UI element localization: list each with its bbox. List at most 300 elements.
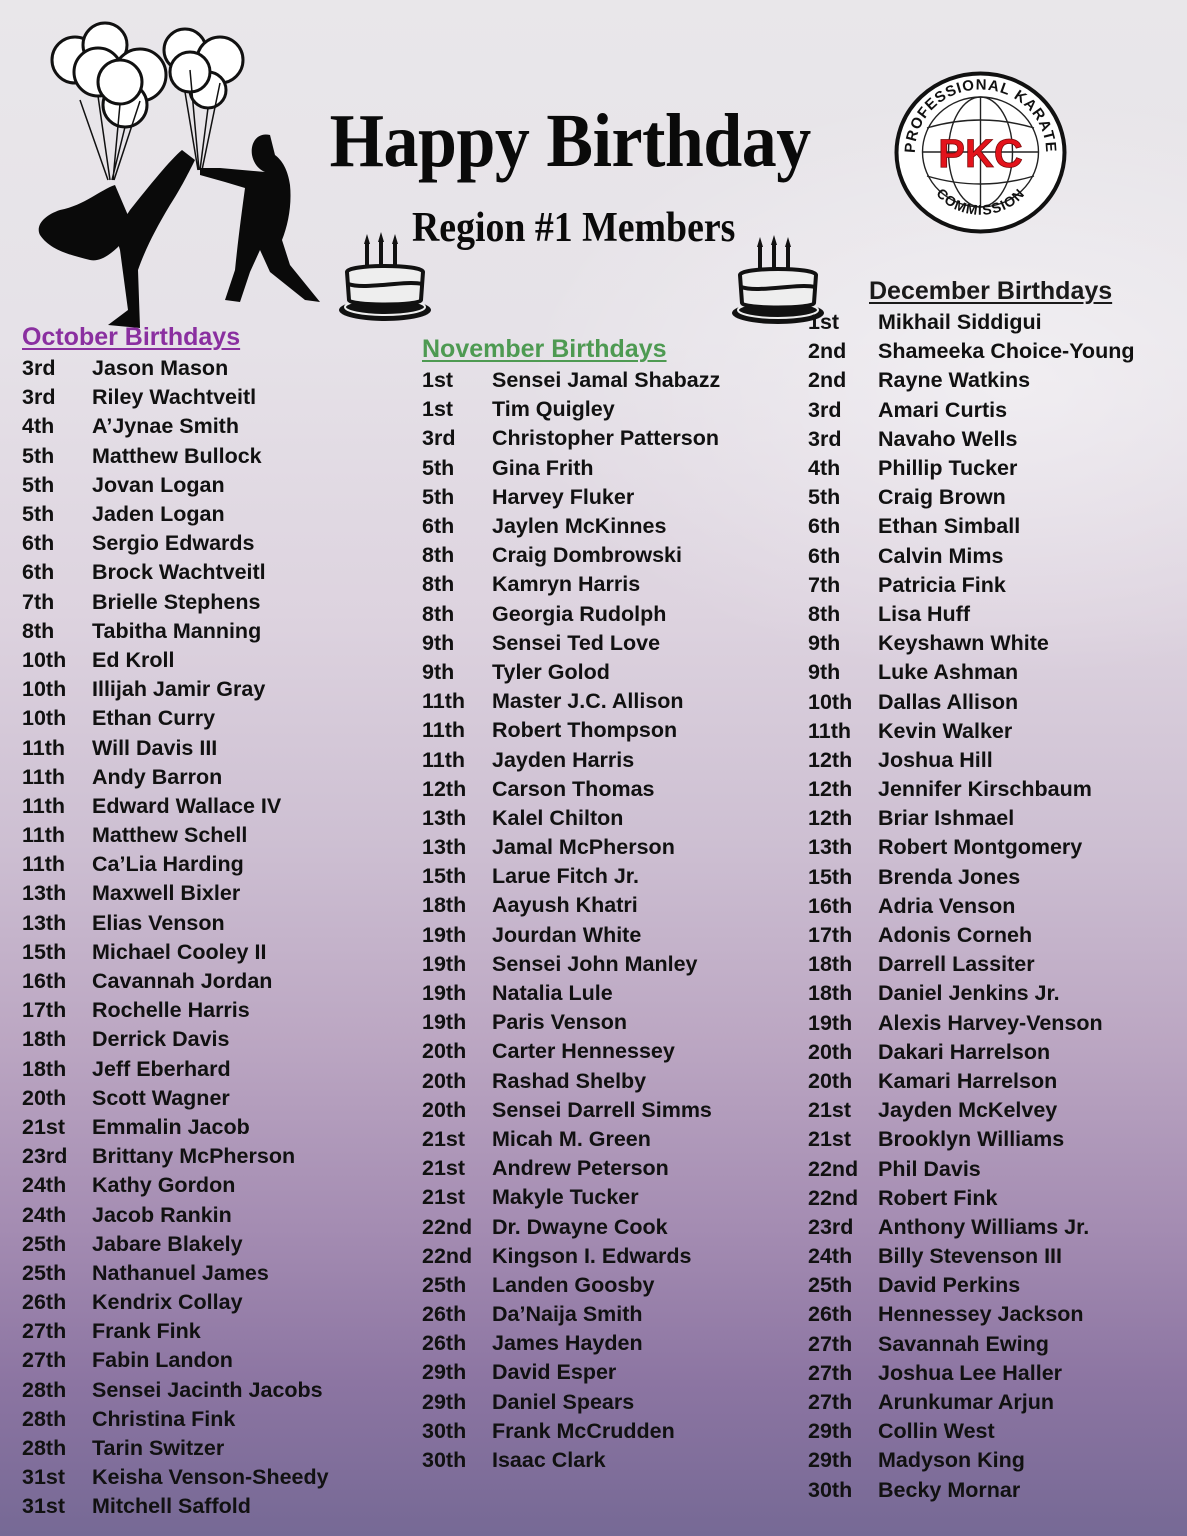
december-birthdays-column — [808, 276, 1134, 1505]
birthday-day: 27th — [808, 1331, 853, 1356]
member-name: Ethan Curry — [92, 706, 216, 731]
member-name: Navaho Wells — [878, 426, 1018, 451]
member-name: Jabare Blakely — [92, 1231, 243, 1256]
list-item — [22, 704, 329, 733]
birthday-day: 11th — [422, 747, 466, 772]
member-name: Jamal McPherson — [492, 835, 675, 860]
birthday-day: 26th — [422, 1331, 467, 1356]
list-item — [808, 512, 1134, 541]
birthday-day: 26th — [422, 1302, 467, 1327]
birthday-day: 16th — [808, 893, 853, 918]
birthday-day: 27th — [808, 1390, 853, 1415]
member-name: Keyshawn White — [878, 631, 1049, 656]
member-name: Kamari Harrelson — [878, 1068, 1058, 1093]
birthday-day: 24th — [22, 1173, 67, 1198]
member-name: Billy Stevenson III — [878, 1244, 1062, 1269]
list-item — [22, 996, 329, 1025]
list-item — [422, 395, 720, 424]
list-item — [422, 1096, 720, 1125]
birthday-day: 25th — [22, 1260, 67, 1285]
member-name: Fabin Landon — [92, 1348, 233, 1373]
birthday-day: 22nd — [808, 1185, 859, 1210]
member-name: Larue Fitch Jr. — [492, 864, 639, 889]
birthday-day: 28th — [22, 1436, 67, 1461]
member-name: Carson Thomas — [492, 776, 655, 801]
birthday-day: 3rd — [808, 426, 842, 451]
birthday-day: 28th — [22, 1406, 67, 1431]
list-item — [422, 1417, 720, 1446]
list-item — [808, 1096, 1134, 1125]
list-item — [22, 1288, 329, 1317]
list-item — [422, 804, 720, 833]
birthday-day: 18th — [22, 1056, 67, 1081]
member-name: Christopher Patterson — [492, 426, 719, 451]
birthday-day: 16th — [22, 969, 67, 994]
list-item — [808, 308, 1134, 337]
member-name: Andrew Peterson — [492, 1156, 669, 1181]
birthday-day: 11th — [22, 852, 66, 877]
list-item — [422, 1300, 720, 1329]
birthday-day: 20th — [22, 1085, 67, 1110]
member-name: Phil Davis — [878, 1156, 981, 1181]
member-name: Landen Goosby — [492, 1272, 655, 1297]
birthday-day: 30th — [808, 1477, 853, 1502]
birthday-day: 23rd — [808, 1214, 854, 1239]
member-name: Carter Hennessey — [492, 1039, 675, 1064]
list-item — [22, 1171, 329, 1200]
birthday-day: 1st — [422, 397, 454, 422]
member-name: Ca’Lia Harding — [92, 852, 244, 877]
balloon-holding-fighter-silhouette — [200, 134, 320, 302]
list-item — [422, 862, 720, 891]
birthday-day: 20th — [422, 1039, 467, 1064]
member-name: Kalel Chilton — [492, 805, 624, 830]
member-name: Adria Venson — [878, 893, 1016, 918]
birthday-day: 5th — [808, 485, 841, 510]
list-item — [808, 1300, 1134, 1329]
member-name: Tabitha Manning — [92, 618, 262, 643]
svg-text:PROFESSIONAL KARATE: PROFESSIONAL KARATE — [901, 76, 1060, 154]
list-item — [22, 1084, 329, 1113]
list-item — [422, 950, 720, 979]
list-item — [808, 1242, 1134, 1271]
list-item — [22, 1055, 329, 1084]
list-item — [22, 1405, 329, 1434]
list-item — [422, 1212, 720, 1241]
birthday-day: 20th — [422, 1068, 467, 1093]
birthday-day: 31st — [22, 1494, 66, 1519]
member-name: Tim Quigley — [492, 397, 615, 422]
birthday-day: 20th — [808, 1068, 853, 1093]
list-item — [422, 745, 720, 774]
member-name: Dakari Harrelson — [878, 1039, 1051, 1064]
member-name: Jaden Logan — [92, 502, 225, 527]
november-list — [422, 366, 720, 1475]
member-name: Scott Wagner — [92, 1085, 230, 1110]
list-item — [22, 588, 329, 617]
member-name: Becky Mornar — [878, 1477, 1021, 1502]
list-item — [422, 1446, 720, 1475]
member-name: Keisha Venson-Sheedy — [92, 1465, 329, 1490]
list-item — [808, 366, 1134, 395]
member-name: Daniel Jenkins Jr. — [878, 981, 1060, 1006]
list-item — [808, 775, 1134, 804]
member-name: Kamryn Harris — [492, 572, 641, 597]
member-name: Isaac Clark — [492, 1448, 606, 1473]
birthday-day: 10th — [22, 706, 67, 731]
list-item — [808, 1067, 1134, 1096]
member-name: Brooklyn Williams — [878, 1127, 1065, 1152]
list-item — [422, 483, 720, 512]
member-name: Jaylen McKinnes — [492, 514, 667, 539]
member-name: Brock Wachtveitl — [92, 560, 266, 585]
list-item — [22, 617, 329, 646]
member-name: Da’Naija Smith — [492, 1302, 643, 1327]
list-item — [808, 1038, 1134, 1067]
member-name: Emmalin Jacob — [92, 1114, 250, 1139]
birthday-day: 13th — [422, 805, 467, 830]
member-name: Alexis Harvey-Venson — [878, 1010, 1103, 1035]
member-name: Rayne Watkins — [878, 368, 1031, 393]
member-name: Nathanuel James — [92, 1260, 269, 1285]
member-name: Luke Ashman — [878, 660, 1019, 685]
member-name: Patricia Fink — [878, 572, 1006, 597]
list-item — [808, 1446, 1134, 1475]
birthday-day: 12th — [422, 776, 467, 801]
list-item — [422, 570, 720, 599]
member-name: Mikhail Siddigui — [878, 310, 1042, 335]
list-item — [22, 1113, 329, 1142]
member-name: Tyler Golod — [492, 659, 610, 684]
birthday-day: 4th — [22, 414, 55, 439]
birthday-day: 18th — [808, 981, 853, 1006]
list-item — [22, 821, 329, 850]
list-item — [422, 775, 720, 804]
birthday-day: 10th — [22, 647, 67, 672]
birthday-day: 6th — [22, 560, 55, 585]
birthday-day: 19th — [422, 981, 467, 1006]
birthday-day: 1st — [422, 368, 454, 393]
member-name: Sensei John Manley — [492, 951, 698, 976]
list-item — [22, 1434, 329, 1463]
birthday-day: 11th — [22, 823, 66, 848]
birthday-day: 12th — [808, 806, 853, 831]
member-name: Jayden McKelvey — [878, 1098, 1058, 1123]
birthday-day: 13th — [808, 835, 853, 860]
birthday-day: 6th — [808, 543, 841, 568]
birthday-day: 15th — [22, 939, 67, 964]
list-item — [422, 1183, 720, 1212]
list-item — [422, 512, 720, 541]
birthday-day: 22nd — [422, 1243, 473, 1268]
list-item — [22, 1492, 329, 1521]
list-item — [422, 658, 720, 687]
birthday-day: 30th — [422, 1418, 467, 1443]
birthday-day: 11th — [22, 735, 66, 760]
birthday-day: 9th — [422, 659, 455, 684]
birthday-day: 26th — [808, 1302, 853, 1327]
member-name: Maxwell Bixler — [92, 881, 241, 906]
list-item — [808, 717, 1134, 746]
birthday-day: 8th — [422, 601, 455, 626]
member-name: Derrick Davis — [92, 1027, 230, 1052]
member-name: Phillip Tucker — [878, 456, 1018, 481]
birthday-day: 3rd — [22, 356, 56, 381]
birthday-day: 5th — [22, 502, 55, 527]
list-item — [422, 1008, 720, 1037]
page-subtitle: Region #1 Members — [412, 205, 736, 251]
list-item — [22, 354, 329, 383]
list-item — [22, 471, 329, 500]
birthday-day: 5th — [22, 472, 55, 497]
birthday-day: 13th — [22, 881, 67, 906]
december-list — [808, 308, 1134, 1505]
birthday-day: 6th — [808, 514, 841, 539]
member-name: Tarin Switzer — [92, 1436, 225, 1461]
member-name: Illijah Jamir Gray — [92, 677, 266, 702]
list-item — [22, 646, 329, 675]
birthday-day: 8th — [22, 618, 55, 643]
list-item — [808, 454, 1134, 483]
list-item — [22, 442, 329, 471]
member-name: Elias Venson — [92, 910, 225, 935]
list-item — [422, 424, 720, 453]
member-name: Jayden Harris — [492, 747, 635, 772]
list-item — [22, 792, 329, 821]
birthday-day: 25th — [808, 1273, 853, 1298]
birthday-day: 11th — [422, 718, 466, 743]
november-birthdays-column — [422, 334, 720, 1475]
member-name: Matthew Schell — [92, 823, 248, 848]
member-name: Frank Fink — [92, 1319, 201, 1344]
pkc-logo — [893, 70, 1068, 235]
member-name: Master J.C. Allison — [492, 689, 684, 714]
birthday-day: 25th — [422, 1272, 467, 1297]
list-item — [422, 1067, 720, 1096]
member-name: Michael Cooley II — [92, 939, 267, 964]
list-item — [22, 1346, 329, 1375]
list-item — [808, 600, 1134, 629]
karate-balloons-illustration — [20, 10, 350, 330]
birthday-day: 21st — [22, 1114, 66, 1139]
member-name: Will Davis III — [92, 735, 218, 760]
birthday-day: 8th — [808, 601, 841, 626]
member-name: Anthony Williams Jr. — [878, 1214, 1090, 1239]
birthday-day: 18th — [808, 952, 853, 977]
list-item — [422, 1125, 720, 1154]
birthday-day: 22nd — [422, 1214, 473, 1239]
member-name: Harvey Fluker — [492, 484, 635, 509]
birthday-day: 8th — [422, 543, 455, 568]
member-name: Jennifer Kirschbaum — [878, 777, 1092, 802]
member-name: David Perkins — [878, 1273, 1021, 1298]
october-list — [22, 354, 329, 1522]
list-item — [422, 687, 720, 716]
birthday-day: 21st — [422, 1126, 466, 1151]
member-name: Joshua Hill — [878, 747, 993, 772]
member-name: Christina Fink — [92, 1406, 236, 1431]
list-item — [808, 1184, 1134, 1213]
list-item — [22, 558, 329, 587]
list-item — [808, 950, 1134, 979]
birthday-day: 20th — [808, 1039, 853, 1064]
member-name: Andy Barron — [92, 764, 223, 789]
member-name: David Esper — [492, 1360, 617, 1385]
member-name: Robert Thompson — [492, 718, 678, 743]
member-name: Dr. Dwayne Cook — [492, 1214, 668, 1239]
birthday-day: 21st — [808, 1127, 852, 1152]
member-name: Georgia Rudolph — [492, 601, 667, 626]
birthday-day: 19th — [422, 922, 467, 947]
member-name: Brenda Jones — [878, 864, 1021, 889]
birthday-day: 29th — [422, 1389, 467, 1414]
birthday-day: 4th — [808, 456, 841, 481]
birthday-day: 21st — [422, 1156, 466, 1181]
birthday-day: 25th — [22, 1231, 67, 1256]
birthday-day: 5th — [22, 443, 55, 468]
list-item — [422, 1037, 720, 1066]
birthday-day: 5th — [422, 455, 455, 480]
list-item — [22, 850, 329, 879]
list-item — [422, 1358, 720, 1387]
birthday-day: 21st — [808, 1098, 852, 1123]
birthday-day: 18th — [22, 1027, 67, 1052]
list-item — [808, 804, 1134, 833]
list-item — [22, 1259, 329, 1288]
list-item — [808, 1417, 1134, 1446]
birthday-day: 29th — [808, 1448, 853, 1473]
birthday-day: 17th — [808, 923, 853, 948]
list-item — [808, 833, 1134, 862]
member-name: Robert Montgomery — [878, 835, 1083, 860]
list-item — [422, 1242, 720, 1271]
birthday-day: 24th — [808, 1244, 853, 1269]
member-name: Shameeka Choice-Young — [878, 339, 1135, 364]
list-item — [22, 1025, 329, 1054]
list-item — [808, 746, 1134, 775]
birthday-day: 31st — [22, 1465, 66, 1490]
list-item — [422, 600, 720, 629]
birthday-day: 11th — [22, 793, 66, 818]
member-name: Lisa Huff — [878, 601, 970, 626]
member-name: Paris Venson — [492, 1010, 628, 1035]
list-item — [808, 1388, 1134, 1417]
birthday-day: 7th — [22, 589, 55, 614]
list-item — [422, 629, 720, 658]
svg-text:COMMISSION: COMMISSION — [933, 184, 1028, 219]
member-name: Sergio Edwards — [92, 531, 255, 556]
member-name: Riley Wachtveitl — [92, 385, 257, 410]
list-item — [22, 938, 329, 967]
member-name: Jovan Logan — [92, 472, 225, 497]
birthday-day: 1st — [808, 310, 840, 335]
birthday-day: 3rd — [22, 385, 56, 410]
member-name: Joshua Lee Haller — [878, 1360, 1063, 1385]
list-item — [422, 454, 720, 483]
member-name: Ed Kroll — [92, 647, 175, 672]
member-name: Rochelle Harris — [92, 998, 250, 1023]
birthday-day: 2nd — [808, 339, 847, 364]
birthday-day: 3rd — [808, 397, 842, 422]
member-name: Natalia Lule — [492, 981, 613, 1006]
list-item — [808, 1330, 1134, 1359]
list-item — [22, 383, 329, 412]
list-item — [422, 541, 720, 570]
kicking-fighter-silhouette — [39, 150, 195, 328]
member-name: Sensei Jamal Shabazz — [492, 368, 721, 393]
birthday-day: 12th — [808, 777, 853, 802]
list-item — [22, 1463, 329, 1492]
december-heading: December Birthdays — [869, 277, 1113, 305]
list-item — [808, 1154, 1134, 1183]
list-item — [422, 1329, 720, 1358]
list-item — [422, 1154, 720, 1183]
list-item — [808, 863, 1134, 892]
birthday-day: 21st — [422, 1185, 466, 1210]
svg-text:PKC: PKC — [938, 132, 1023, 176]
birthday-day: 19th — [808, 1010, 853, 1035]
list-item — [422, 921, 720, 950]
list-item — [22, 1142, 329, 1171]
list-item — [808, 1271, 1134, 1300]
member-name: Collin West — [878, 1419, 995, 1444]
list-item — [22, 763, 329, 792]
list-item — [808, 1125, 1134, 1154]
member-name: Brittany McPherson — [92, 1144, 296, 1169]
birthday-day: 27th — [22, 1348, 67, 1373]
list-item — [22, 529, 329, 558]
list-item — [22, 1230, 329, 1259]
birthday-day: 9th — [422, 630, 455, 655]
member-name: Micah M. Green — [492, 1126, 651, 1151]
member-name: Cavannah Jordan — [92, 969, 273, 994]
member-name: Jason Mason — [92, 356, 229, 381]
list-item — [808, 1213, 1134, 1242]
birthday-day: 27th — [22, 1319, 67, 1344]
list-item — [422, 366, 720, 395]
member-name: Edward Wallace IV — [92, 793, 282, 818]
birthday-day: 24th — [22, 1202, 67, 1227]
list-item — [422, 716, 720, 745]
member-name: Robert Fink — [878, 1185, 998, 1210]
birthday-cake-icon — [335, 232, 435, 322]
member-name: James Hayden — [492, 1331, 643, 1356]
list-item — [808, 658, 1134, 687]
birthday-day: 19th — [422, 951, 467, 976]
member-name: Jeff Eberhard — [92, 1056, 231, 1081]
member-name: Kevin Walker — [878, 718, 1013, 743]
list-item — [22, 909, 329, 938]
list-item — [808, 542, 1134, 571]
birthday-day: 22nd — [808, 1156, 859, 1181]
birthday-day: 5th — [422, 484, 455, 509]
member-name: A’Jynae Smith — [92, 414, 239, 439]
list-item — [808, 396, 1134, 425]
member-name: Dallas Allison — [878, 689, 1019, 714]
birthday-day: 17th — [22, 998, 67, 1023]
list-item — [22, 675, 329, 704]
member-name: Makyle Tucker — [492, 1185, 639, 1210]
list-item — [808, 979, 1134, 1008]
birthday-day: 8th — [422, 572, 455, 597]
member-name: Amari Curtis — [878, 397, 1008, 422]
birthday-day: 2nd — [808, 368, 847, 393]
october-birthdays-column — [22, 322, 329, 1522]
list-item — [808, 629, 1134, 658]
member-name: Darrell Lassiter — [878, 952, 1035, 977]
member-name: Savannah Ewing — [878, 1331, 1049, 1356]
birthday-day: 3rd — [422, 426, 456, 451]
